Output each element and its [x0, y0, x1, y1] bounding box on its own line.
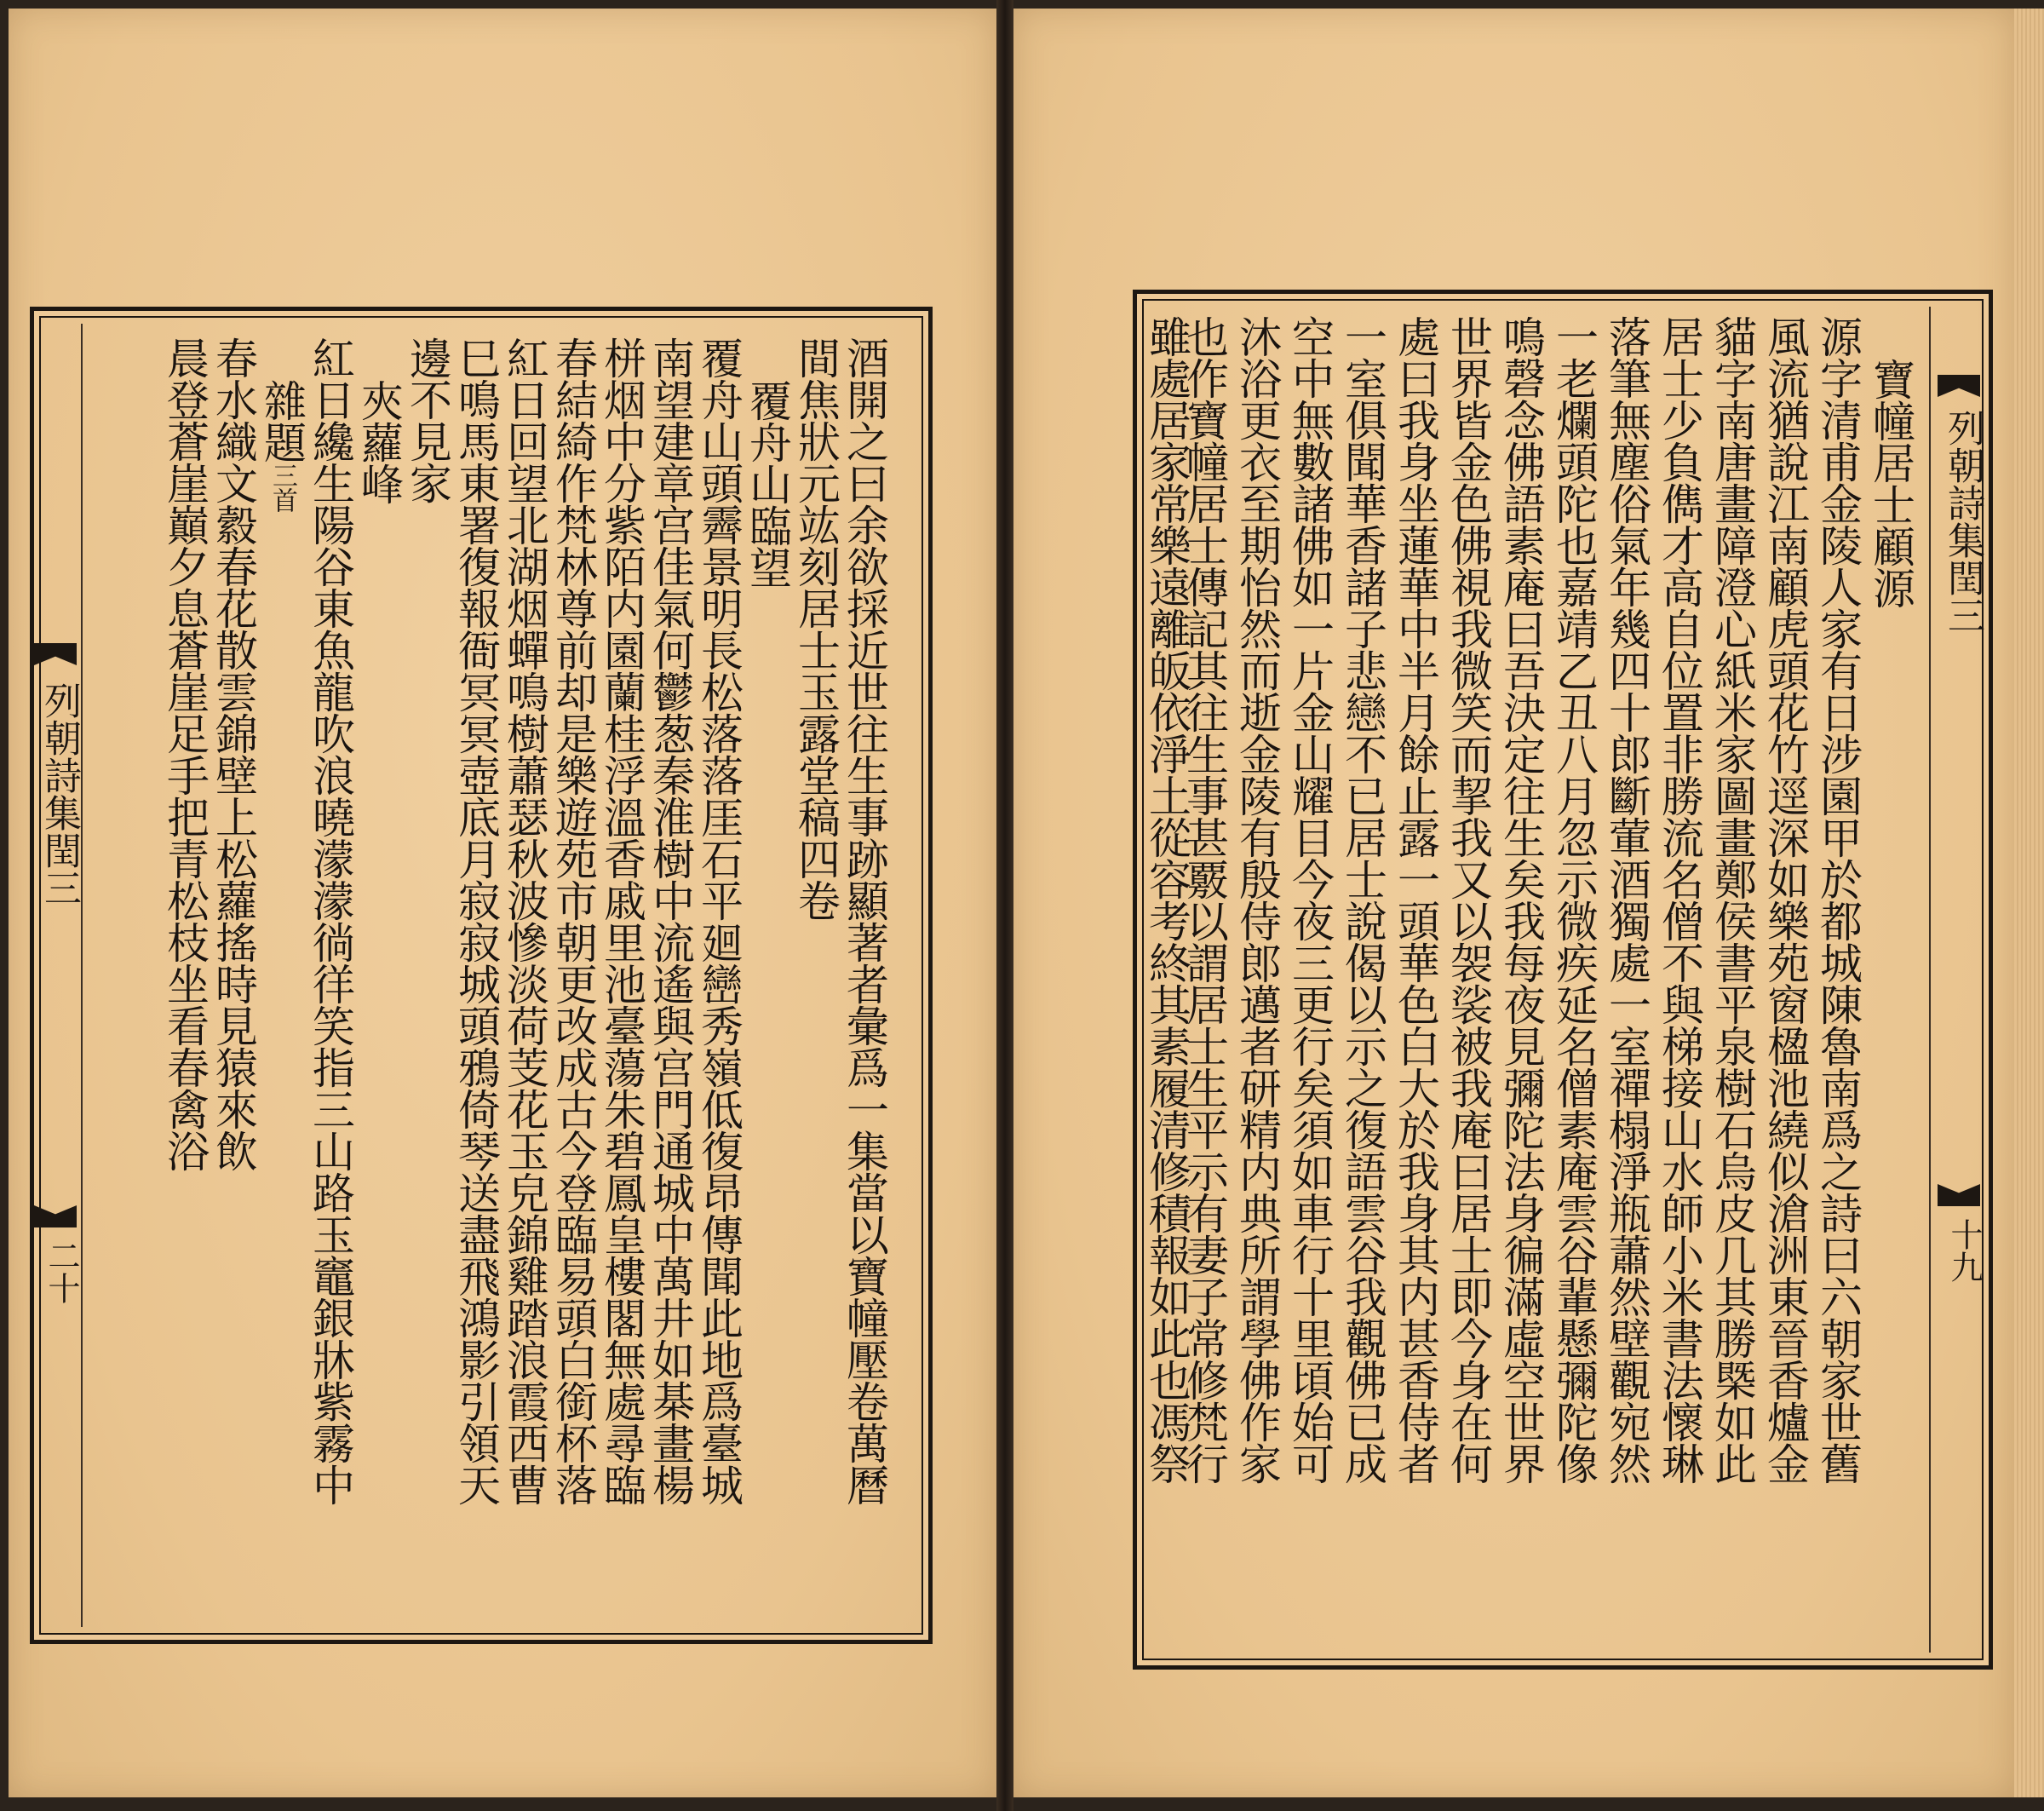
left-poem-title-zati: 雜題	[257, 379, 307, 463]
right-column-15: 雖處居家常樂遠離皈依淨土從容考終其素履清修積報如此也馮祭	[1142, 315, 1191, 1484]
right-page	[1013, 9, 2014, 1797]
left-column-13-poem-title	[256, 379, 307, 512]
right-column-2: 源字清甫金陵人家有日涉園甲於都城陳魯南爲之詩曰六朝家世舊	[1813, 315, 1863, 1484]
left-column-5: 南望建章宫佳氣何鬱葱秦淮樹中流遙與宫門通城中萬井如棊畫楊	[646, 336, 695, 1505]
right-column-8: 鳴磬念佛語素庵曰吾決定往生矣我每夜見彌陀法身徧滿虛空世界	[1496, 315, 1546, 1484]
right-column-9: 世界皆金色佛視我微笑而挈我又以袈裟被我庵曰居士即今身在何	[1444, 315, 1493, 1484]
right-column-4: 貓字南唐畫障澄心紙米家圖畫鄭侯書平泉樹石烏皮几其勝槩如此	[1708, 315, 1757, 1484]
right-center-title: 列朝詩集閏三	[1941, 409, 1984, 634]
left-column-3-poem-title: 覆舟山臨望	[743, 379, 792, 588]
right-column-12: 空中無數諸佛如一片金山耀目今夜三更行矣須如車行十里頃始可	[1285, 315, 1335, 1484]
left-column-11-poem-title: 夾蘿峰	[354, 379, 404, 504]
left-column-9: 巳鳴馬東署復報衙冥冥壺底月寂寂城頭鴉倚琴送盡飛鴻影引領天	[451, 336, 501, 1505]
right-column-10: 處曰我身坐蓮華中半月餘止露一頭華色白大於我身其内甚香侍者	[1391, 315, 1440, 1484]
left-column-12: 紅日纔生陽谷東魚龍吹浪曉濛濛徜徉笑指三山路玉竈銀牀紫霧中	[306, 336, 355, 1505]
left-column-1: 酒開之曰余欲採近世往生事跡顯著者彙爲一集當以寶幢壓卷萬曆	[840, 336, 889, 1505]
left-column-15: 晨登蒼崖巔夕息蒼崖足手把青松枝坐看春禽浴	[160, 336, 210, 1171]
left-column-2: 間焦狀元竑刻居士玉露堂稿四卷	[791, 336, 841, 921]
right-column-6: 落筆無塵俗氣年幾四十郎斷葷酒獨處一室禪榻淨瓶蕭然壁觀宛然	[1602, 315, 1651, 1484]
right-column-3: 風流猶說江南顧虎頭花竹逕深如樂苑窗楹池繞似滄洲東晉香爐金	[1760, 315, 1810, 1484]
left-column-10: 邊不見家	[403, 336, 452, 503]
right-column-5: 居士少負儁才高自位置非勝流名僧不與梯接山水師小米書法懷琳	[1655, 315, 1704, 1484]
right-center-rule-inner	[1929, 307, 1931, 1653]
left-page-number: 二十	[43, 1239, 80, 1304]
left-poem-title-note: 三首	[267, 463, 297, 512]
left-column-8: 紅日回望北湖烟蟬鳴樹蕭瑟秋波慘淡荷芰花玉皃錦雞踏浪霞西曹	[500, 336, 549, 1505]
left-page	[9, 9, 996, 1797]
page-fore-edge	[2014, 9, 2044, 1797]
left-center-title: 列朝詩集閏三	[37, 681, 81, 906]
right-column-11: 一室俱聞華香諸子悲戀不已居士說偈以示之復語雲谷我觀佛已成	[1338, 315, 1387, 1484]
right-page-number: 十九	[1945, 1218, 1983, 1283]
right-column-7: 一老爛頭陀也嘉靖乙丑八月忽示微疾延名僧素庵雲谷輩懸彌陀像	[1549, 315, 1599, 1484]
left-column-6: 栟烟中分紫陌内園蘭桂浮溫香戚里池臺蕩朱碧鳳皇樓閣無處尋臨	[597, 336, 646, 1505]
right-column-1-author-heading: 寶幢居士顧源	[1866, 358, 1915, 608]
book-spine	[996, 0, 1013, 1811]
right-column-13: 沐浴更衣至期怡然而逝金陵有殷侍郎邁者研精内典所謂學佛作家	[1232, 315, 1282, 1484]
right-column-14: 也作寶幢居士傳記其往生事甚覈以謂居士生平示有妻子常修梵行	[1180, 315, 1229, 1484]
left-column-4: 覆舟山頭霽景明長松落落厓石平廻巒秀嶺低復昂傳聞此地爲臺城	[694, 336, 744, 1505]
left-center-rule-inner	[81, 324, 83, 1627]
left-column-7: 春結綺作梵林尊前却是樂遊苑市朝更改成古今登臨易頭白銜杯落	[548, 336, 598, 1505]
left-column-14: 春水織文縠春花散雲錦壁上松蘿搖時見猿來飲	[209, 336, 258, 1171]
